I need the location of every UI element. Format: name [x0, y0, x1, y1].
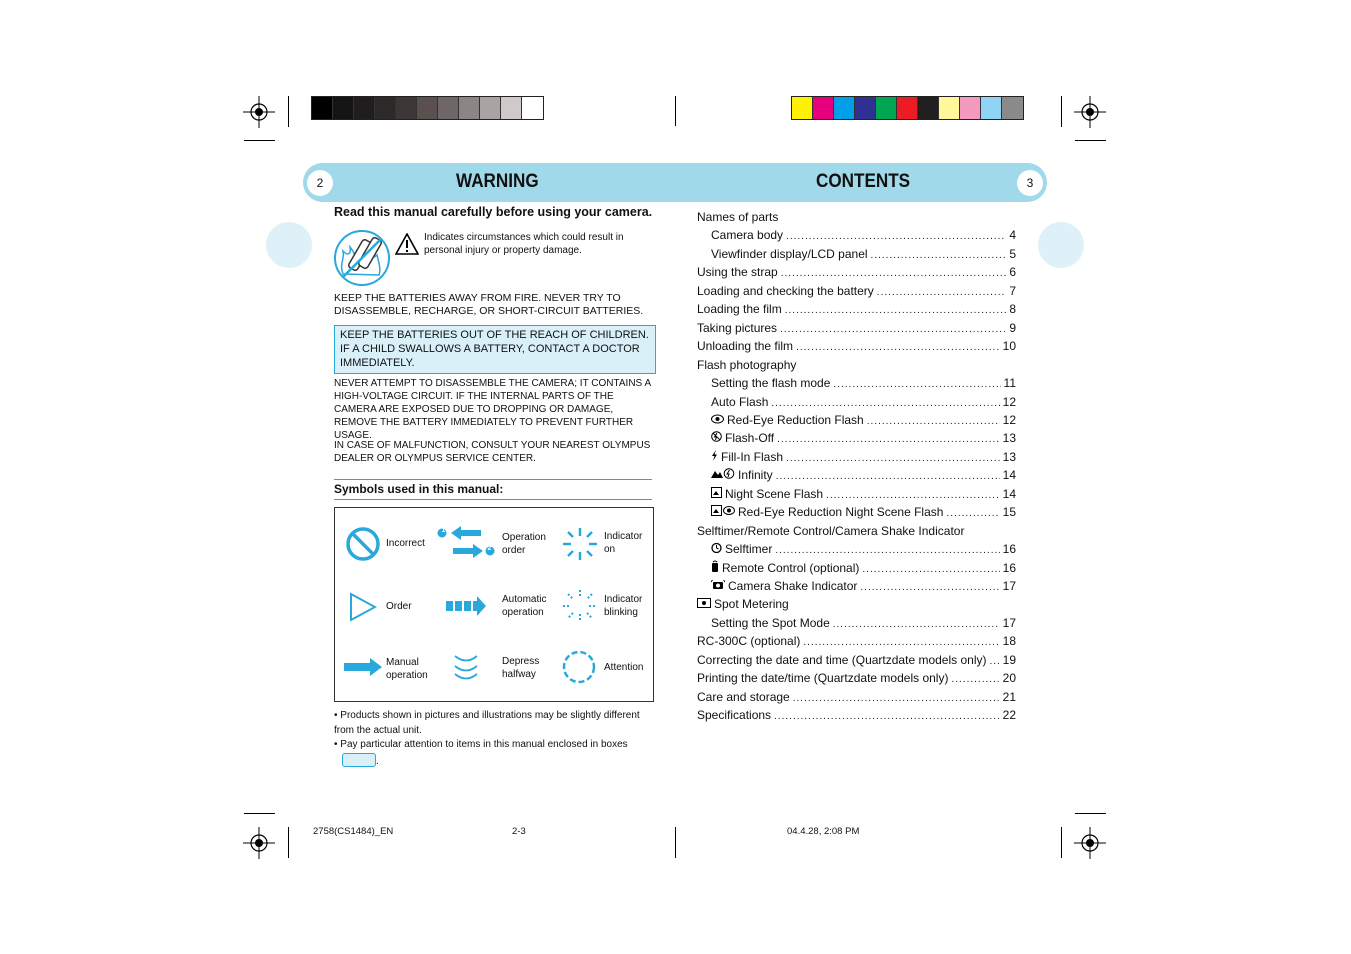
toc-entry-text: Taking pictures	[697, 320, 778, 335]
color-swatch	[522, 97, 543, 119]
toc-page-number: 10	[1002, 339, 1016, 354]
toc-leader-dots	[803, 632, 999, 652]
boxed-child-warning: KEEP THE BATTERIES OUT OF THE REACH OF CHILDREN. IF A CHILD SWALLOWS A BATTERY, CONTACT A DOCTOR IMMEDIATELY.	[334, 325, 656, 374]
toc-leader-dots	[793, 688, 1000, 708]
crop-line	[675, 96, 676, 126]
symbol-label: Indicator on	[604, 531, 643, 555]
toc-entry	[697, 706, 1016, 724]
toc-entry-text: Using the strap	[697, 265, 778, 280]
warning-title: WARNING	[456, 171, 539, 192]
color-swatch	[333, 97, 354, 119]
contents-title: CONTENTS	[816, 171, 911, 192]
infinity-icon	[711, 467, 735, 485]
note-boxes: • Pay particular attention to items in this manual enclosed in boxes	[334, 739, 628, 750]
toc-entry-text: Correcting the date and time (Quartzdate models only)	[697, 652, 987, 667]
color-swatch	[501, 97, 522, 119]
order-mark-2: 2	[487, 545, 492, 552]
toc-leader-dots	[871, 245, 1007, 265]
left-page-number: 2	[307, 170, 333, 196]
toc-entry-label	[697, 688, 790, 706]
toc-entry-label	[697, 282, 874, 300]
order-mark-1: 1	[441, 527, 446, 534]
registration-mark-icon	[1074, 96, 1106, 128]
toc-entry-label	[711, 429, 774, 448]
symbol-label: Indicator blinking	[604, 594, 643, 618]
crop-line	[288, 827, 289, 858]
toc-entry-text: Loading and checking the battery	[697, 283, 874, 298]
color-swatch	[375, 97, 396, 119]
footer-pages: 2-3	[512, 826, 526, 837]
toc-leader-dots	[833, 614, 1000, 634]
night-scene-icon	[711, 486, 722, 504]
red-eye-night-icon	[711, 504, 735, 522]
toc-leader-dots	[946, 503, 999, 523]
toc-leader-dots	[860, 577, 999, 597]
battery-fire-warning: KEEP THE BATTERIES AWAY FROM FIRE. NEVER TRY TO DISASSEMBLE, RECHARGE, OR SHORT-CIRCUIT BATTERIES.	[334, 292, 644, 317]
toc-entry-label	[711, 448, 783, 467]
remote-control-icon	[711, 560, 719, 578]
crop-line	[675, 827, 676, 858]
toc-entry-text: Care and storage	[697, 689, 790, 704]
toc-entry	[711, 429, 1016, 447]
color-swatch	[939, 97, 960, 119]
crop-line	[1061, 96, 1062, 127]
toc-entry-label	[697, 208, 778, 226]
toc-leader-dots	[771, 393, 999, 413]
toc-page-number: 20	[1002, 671, 1016, 686]
toc-entry	[697, 688, 1016, 706]
toc-entry-text: RC-300C (optional)	[697, 634, 801, 649]
toc-entry	[711, 393, 1016, 411]
color-swatch	[354, 97, 375, 119]
toc-entry	[711, 466, 1016, 484]
toc-entry	[697, 263, 1016, 281]
toc-leader-dots	[780, 319, 1006, 339]
toc-entry-label	[697, 337, 793, 355]
process-color-bar	[791, 96, 1024, 120]
toc-leader-dots	[862, 559, 999, 579]
toc-leader-dots	[826, 485, 1000, 505]
red-eye-icon	[711, 412, 724, 430]
toc-leader-dots	[774, 706, 1000, 726]
symbol-label: Attention	[604, 662, 644, 673]
toc-entry-label	[697, 632, 800, 650]
crop-line	[244, 813, 275, 814]
toc-entry-text: Printing the date/time (Quartzdate models only)	[697, 671, 949, 686]
toc-entry-text: Infinity	[738, 468, 773, 483]
toc-entry-label	[711, 466, 773, 485]
toc-entry-text: Selftimer	[725, 542, 773, 557]
toc-entry	[697, 522, 1016, 540]
toc-entry-label	[697, 356, 796, 374]
toc-entry	[697, 669, 1016, 687]
toc-entry	[697, 282, 1016, 300]
color-swatch	[876, 97, 897, 119]
color-swatch	[480, 97, 501, 119]
symbol-label: Automatic operation	[502, 594, 547, 618]
color-swatch	[396, 97, 417, 119]
toc-entry-text: Camera body	[711, 228, 784, 243]
toc-entry	[711, 226, 1016, 244]
toc-entry-text: Auto Flash	[711, 394, 769, 409]
toc-leader-dots	[786, 448, 1000, 468]
color-swatch	[981, 97, 1002, 119]
toc-entry-label	[711, 411, 864, 430]
toc-page-number: 13	[1002, 449, 1016, 464]
header-band	[303, 163, 1047, 202]
toc-entry	[711, 559, 1016, 577]
toc-page-number: 15	[1002, 505, 1016, 520]
toc-page-number: 5	[1009, 246, 1016, 261]
toc-entry-label	[697, 706, 771, 724]
do-not-burn-battery-icon	[333, 229, 391, 287]
toc-page-number: 8	[1009, 302, 1016, 317]
symbol-label: Incorrect	[386, 538, 425, 549]
toc-entry	[697, 208, 1016, 226]
toc-entry	[697, 632, 1016, 650]
toc-page-number: 21	[1002, 689, 1016, 704]
toc-leader-dots	[951, 669, 999, 689]
toc-entry-label	[697, 263, 778, 281]
toc-entry	[697, 356, 1016, 374]
toc-leader-dots	[777, 429, 1000, 449]
toc-leader-dots	[786, 226, 1006, 246]
color-swatch	[417, 97, 438, 119]
toc-entry-label	[697, 522, 964, 540]
warning-triangle-icon	[395, 233, 419, 255]
toc-page-number: 14	[1002, 486, 1016, 501]
toc-entry	[697, 595, 1016, 613]
toc-entry-text: Names of parts	[697, 210, 779, 224]
indicator-on-icon	[562, 527, 598, 561]
toc-page-number: 17	[1002, 579, 1016, 593]
toc-entry	[711, 503, 1016, 521]
crop-line	[1061, 827, 1062, 858]
toc-entry	[697, 319, 1016, 337]
color-swatch	[438, 97, 459, 119]
disassemble-warning: NEVER ATTEMPT TO DISASSEMBLE THE CAMERA; IT CONTAINS A HIGH-VOLTAGE CIRCUIT. IF THE INTERNAL PARTS OF THE CAMERA ARE EXPOSED DUE TO DROPPING OR DAMAGE, REMOVE THE BATTERY IMMEDIATELY TO PREVENT FURTHER USAGE.	[334, 378, 651, 441]
toc-page-number: 17	[1002, 615, 1016, 630]
note-products: • Products shown in pictures and illustrations may be slightly different from the actual unit.	[334, 710, 640, 736]
toc-entry	[697, 337, 1016, 355]
toc-entry-text: Flash-Off	[725, 431, 775, 446]
toc-entry	[711, 374, 1016, 392]
depress-halfway-icon	[453, 653, 479, 683]
toc-page-number: 19	[1002, 652, 1016, 667]
toc-leader-dots	[877, 282, 1007, 302]
color-swatch	[834, 97, 855, 119]
indicator-blinking-icon	[562, 589, 598, 623]
toc-page-number: 16	[1002, 542, 1016, 557]
flash-off-icon	[711, 430, 722, 448]
toc-entry-text: Red-Eye Reduction Night Scene Flash	[738, 505, 944, 520]
color-swatch	[459, 97, 480, 119]
toc-entry-text: Red-Eye Reduction Flash	[727, 412, 864, 427]
toc-entry-text: Camera Shake Indicator	[728, 579, 858, 593]
selftimer-icon	[711, 541, 722, 559]
toc-page-number: 22	[1002, 708, 1016, 723]
toc-entry	[697, 651, 1016, 669]
malfunction-warning: IN CASE OF MALFUNCTION, CONSULT YOUR NEAREST OLYMPUS DEALER OR OLYMPUS SERVICE CENTER.	[334, 440, 651, 464]
toc-leader-dots	[781, 263, 1007, 283]
toc-entry-label	[697, 300, 782, 318]
fill-in-flash-icon	[711, 449, 718, 467]
note-end-period: .	[376, 756, 379, 767]
toc-leader-dots	[833, 374, 1000, 394]
toc-page-number: 18	[1002, 634, 1016, 649]
toc-page-number: 12	[1002, 394, 1016, 409]
toc-page-number: 16	[1002, 560, 1016, 575]
symbol-label: Order	[386, 601, 412, 612]
toc-entry	[697, 300, 1016, 318]
registration-mark-icon	[243, 827, 275, 859]
toc-entry-label	[711, 577, 857, 596]
toc-entry-text: Fill-In Flash	[721, 449, 784, 464]
read-manual-heading: Read this manual carefully before using your camera.	[334, 205, 653, 219]
toc-entry-label	[697, 669, 948, 687]
automatic-operation-icon	[446, 596, 486, 616]
toc-page-number: 14	[1002, 468, 1016, 483]
toc-entry-text: Spot Metering	[714, 597, 789, 612]
toc-page-number: 11	[1003, 376, 1016, 391]
toc-entry-label	[711, 614, 830, 632]
toc-entry-text: Selftimer/Remote Control/Camera Shake Indicator	[697, 523, 965, 538]
toc-entry-label	[711, 393, 768, 411]
symbols-heading: Symbols used in this manual:	[334, 479, 652, 500]
right-page-number: 3	[1017, 170, 1043, 196]
toc-entry-text: Setting the flash mode	[711, 376, 831, 391]
color-swatch	[792, 97, 813, 119]
color-swatch	[897, 97, 918, 119]
toc-entry-text: Flash photography	[697, 357, 797, 372]
grayscale-color-bar	[311, 96, 544, 120]
camera-shake-icon	[711, 578, 725, 596]
crop-line	[288, 96, 289, 127]
color-swatch	[312, 97, 333, 119]
toc-leader-dots	[989, 651, 999, 671]
toc-entry-label	[697, 651, 986, 669]
toc-entry-label	[697, 595, 789, 614]
box-sample-swatch	[342, 753, 376, 767]
footer-file-name: 2758(CS1484)_EN	[313, 826, 394, 837]
crop-line	[1075, 813, 1106, 814]
toc-entry	[711, 411, 1016, 429]
toc-entry-text: Unloading the film	[697, 339, 794, 354]
toc-page-number: 13	[1002, 431, 1016, 446]
attention-circle-icon	[562, 650, 596, 684]
caution-description: Indicates circumstances which could result in personal injury or property damage.	[424, 232, 624, 256]
crop-line	[244, 140, 275, 141]
toc-leader-dots	[776, 466, 1000, 486]
toc-entry-label	[711, 245, 868, 263]
symbol-label: Operation order	[502, 532, 546, 556]
toc-page-number: 4	[1009, 228, 1016, 243]
toc-entry-label	[711, 485, 823, 504]
color-swatch	[960, 97, 981, 119]
prohibited-icon	[345, 526, 381, 562]
symbol-label: Manual operation	[386, 657, 428, 681]
toc-page-number: 7	[1009, 283, 1016, 298]
toc-entry	[711, 485, 1016, 503]
toc-page-number: 9	[1009, 320, 1016, 335]
crop-line	[1075, 140, 1106, 141]
right-side-tab	[1038, 222, 1084, 268]
color-swatch	[855, 97, 876, 119]
toc-entry	[711, 614, 1016, 632]
toc-entry-label	[711, 374, 830, 392]
registration-mark-icon	[1074, 827, 1106, 859]
toc-entry-text: Loading the film	[697, 302, 782, 317]
toc-entry	[711, 577, 1016, 595]
toc-entry-label	[711, 540, 772, 559]
toc-leader-dots	[867, 411, 1000, 431]
color-swatch	[918, 97, 939, 119]
spot-metering-icon	[697, 596, 711, 614]
manual-operation-arrow-icon	[344, 657, 382, 677]
toc-entry-text: Setting the Spot Mode	[711, 615, 830, 630]
registration-mark-icon	[243, 96, 275, 128]
toc-entry-label	[711, 559, 859, 578]
left-side-tab	[266, 222, 312, 268]
toc-entry	[711, 540, 1016, 558]
order-triangle-icon	[349, 592, 377, 622]
toc-entry	[711, 448, 1016, 466]
symbol-label: Depress halfway	[502, 656, 540, 680]
toc-entry-label	[697, 319, 777, 337]
toc-leader-dots	[796, 337, 1000, 357]
footer-timestamp: 04.4.28, 2:08 PM	[787, 826, 860, 837]
toc-entry-text: Night Scene Flash	[725, 486, 824, 501]
toc-leader-dots	[775, 540, 999, 560]
toc-leader-dots	[785, 300, 1007, 320]
toc-page-number: 12	[1002, 412, 1016, 427]
color-swatch	[1002, 97, 1023, 119]
toc-page-number: 6	[1009, 265, 1016, 280]
toc-entry-text: Specifications	[697, 708, 772, 723]
color-swatch	[813, 97, 834, 119]
toc-entry-text: Viewfinder display/LCD panel	[711, 246, 868, 261]
toc-entry-label	[711, 226, 783, 244]
toc-entry	[711, 245, 1016, 263]
toc-entry-text: Remote Control (optional)	[722, 560, 860, 575]
toc-entry-label	[711, 503, 943, 522]
